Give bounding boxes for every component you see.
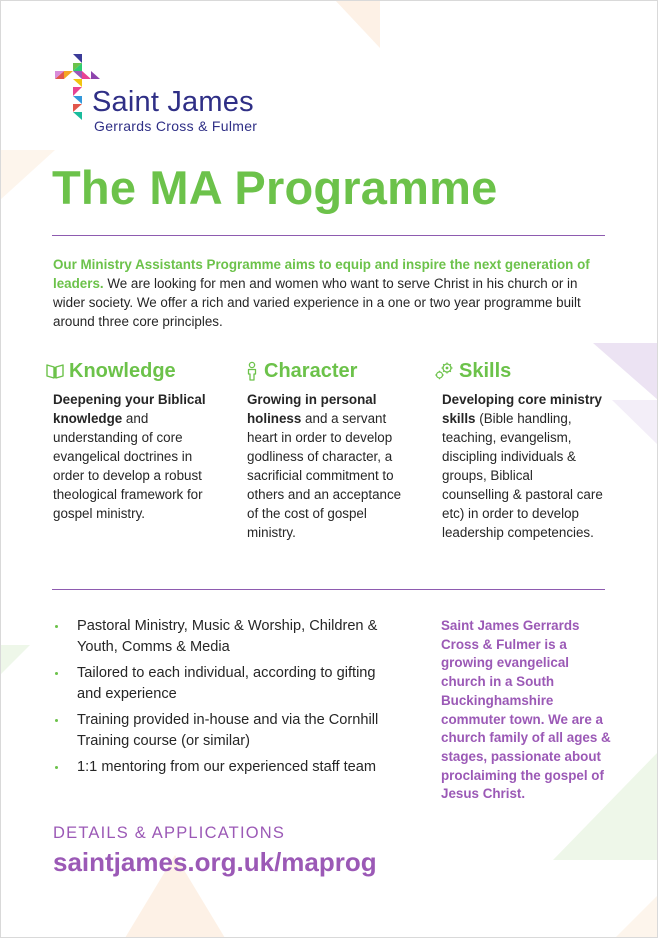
principle-knowledge: [45, 357, 215, 523]
list-item: [53, 757, 398, 778]
principle-skills: [433, 357, 603, 542]
principle-body: (Bible handling, teaching, evangelism, discipling individuals & groups, Biblical counselling & pastoral care etc) in order to develop leadership competencies.: [442, 411, 603, 540]
logo-name: Saint James: [92, 86, 254, 118]
list-item: [53, 616, 398, 658]
principle-heading: Character: [264, 359, 358, 382]
applications-link[interactable]: saintjames.org.uk/maprog: [53, 847, 377, 877]
list-item-text: Training provided in-house and via the Cornhill Training course (or similar): [77, 712, 379, 749]
person-icon: [244, 361, 260, 381]
principle-body: and understanding of core evangelical doctrines in order to develop a robust theological framework for gospel ministry.: [53, 411, 203, 521]
details-label: DETAILS & APPLICATIONS: [53, 824, 286, 842]
principle-character: [244, 357, 414, 542]
principle-text: [53, 390, 215, 523]
principle-bold: Growing in personal holiness: [247, 392, 377, 426]
bullet-dot-icon: [55, 766, 58, 769]
list-item: [53, 663, 398, 705]
principle-heading: Skills: [459, 359, 512, 382]
intro-body: We are looking for men and women who want to serve Christ in his church or in wider society. We offer a rich and varied experience in a one or two year programme built around three core principles.: [53, 276, 581, 329]
list-item-text: 1:1 mentoring from our experienced staff team: [77, 759, 377, 775]
bullet-dot-icon: [55, 625, 58, 628]
principle-text: [442, 390, 603, 542]
principle-heading: Knowledge: [69, 359, 176, 382]
page-title: The MA Programme: [52, 161, 498, 214]
principle-bold: Deepening your Biblical knowledge: [53, 392, 206, 426]
book-icon: [45, 362, 65, 380]
bullet-dot-icon: [55, 672, 58, 675]
logo-subtitle: Gerrards Cross & Fulmer: [94, 118, 258, 134]
principle-bold: Developing core ministry skills: [442, 392, 602, 426]
principle-body: and a servant heart in order to develop godliness of character, a sacrificial commitment to others and an acceptance of the cost of gospel ministry.: [247, 411, 402, 540]
gears-icon: [433, 361, 455, 381]
church-description: Saint James Gerrards Cross & Fulmer is a growing evangelical church in a South Buckinghamshire commuter town. We are a church family of all ages & stages, passionate about proclaiming the gospel of Jesus Christ.: [441, 618, 611, 802]
intro-paragraph: [53, 255, 609, 331]
divider-middle: [52, 589, 605, 590]
divider-top: [52, 235, 605, 236]
intro-lead: Our Ministry Assistants Programme aims to equip and inspire the next generation of leaders.: [53, 257, 590, 291]
programme-bullets: [53, 616, 398, 783]
list-item: [53, 710, 398, 752]
principle-text: [247, 390, 414, 542]
bullet-dot-icon: [55, 719, 58, 722]
list-item-text: Tailored to each individual, according to gifting and experience: [77, 665, 376, 702]
list-item-text: Pastoral Ministry, Music & Worship, Children & Youth, Comms & Media: [77, 618, 378, 655]
